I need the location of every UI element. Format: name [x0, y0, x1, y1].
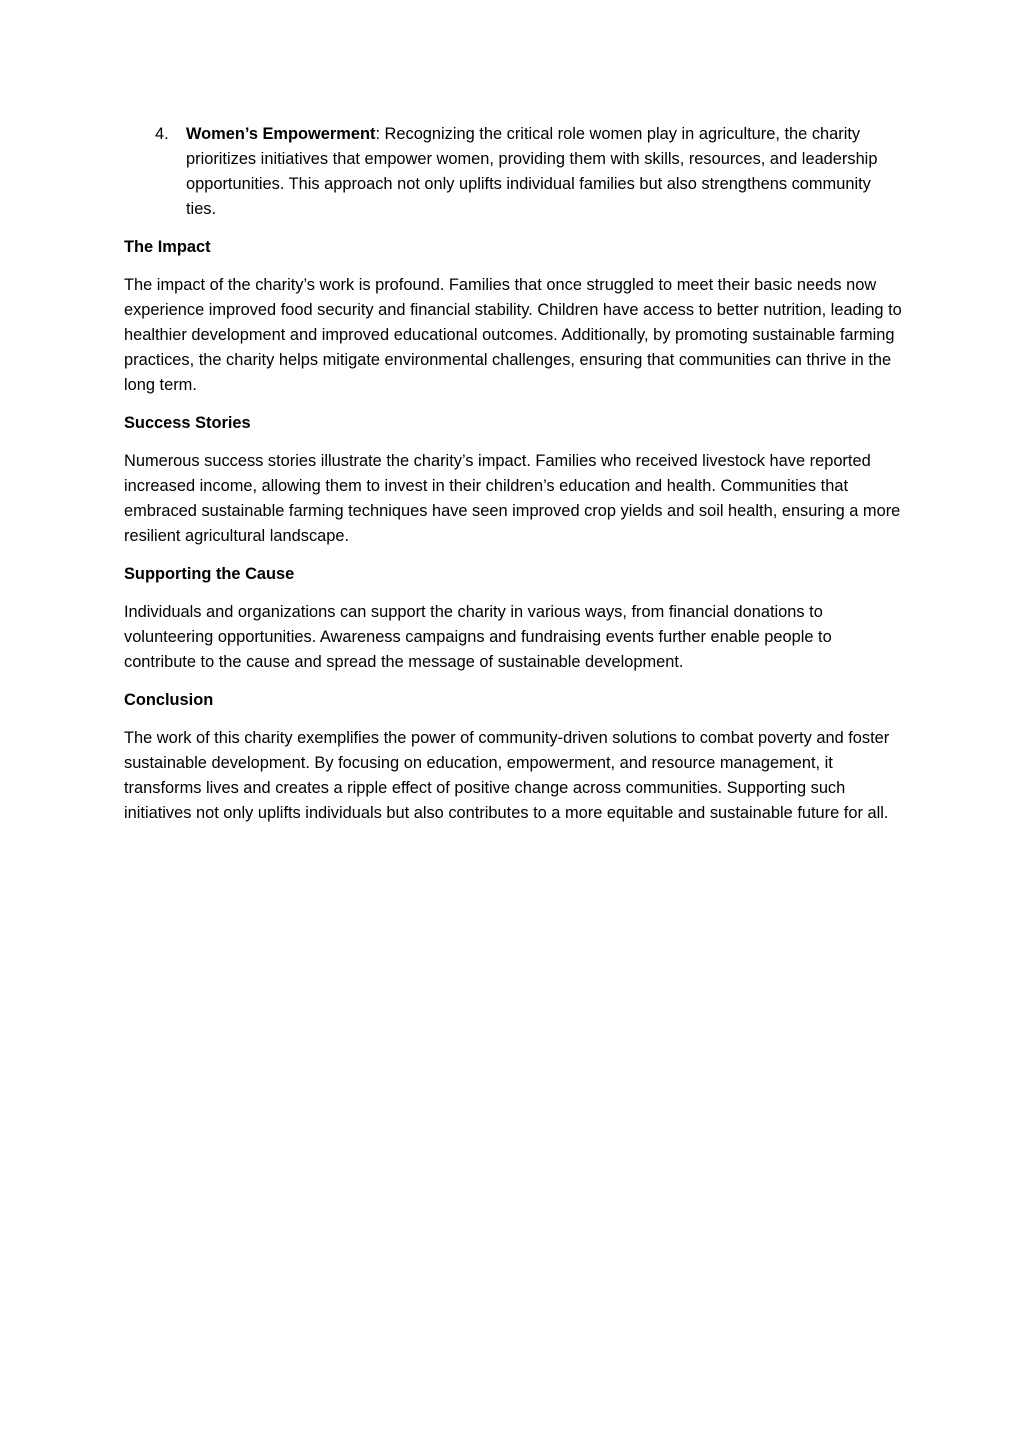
section-heading: Conclusion	[124, 691, 214, 709]
section-success-stories	[124, 411, 904, 549]
section-the-impact	[124, 235, 904, 398]
section-heading: The Impact	[124, 238, 211, 256]
document-content	[124, 122, 904, 839]
section-heading: Supporting the Cause	[124, 565, 295, 583]
section-paragraph: Numerous success stories illustrate the charity’s impact. Families who received livestock have reported increased income, allowing them to invest in their children’s education and health. Communities that embraced sustainable farming techniques have seen improved crop yields and soil health, ensuring a more resilient agricultural landscape.	[124, 452, 901, 545]
section-paragraph: The work of this charity exemplifies the power of community-driven solutions to combat poverty and foster sustainable development. By focusing on education, empowerment, and resource management, it transforms lives and creates a ripple effect of positive change across communities. Supporting such initiatives not only uplifts individuals but also contributes to a more equitable and sustainable future for all.	[124, 729, 890, 822]
numbered-list-item	[124, 122, 904, 222]
list-item-text: : Recognizing the critical role women play in agriculture, the charity prioritizes initiatives that empower women, providing them with skills, resources, and leadership opportunities. This approach not only uplifts individual families but also strengthens community ties.	[186, 125, 878, 218]
list-item-term: Women’s Empowerment	[186, 125, 376, 143]
section-paragraph: Individuals and organizations can support the charity in various ways, from financial donations to volunteering opportunities. Awareness campaigns and fundraising events further enable people to contribute to the cause and spread the message of sustainable development.	[124, 603, 832, 671]
list-item-number: 4.	[155, 125, 169, 143]
section-heading: Success Stories	[124, 414, 251, 432]
section-conclusion	[124, 688, 904, 826]
section-supporting-the-cause	[124, 562, 904, 675]
section-paragraph: The impact of the charity’s work is profound. Families that once struggled to meet their basic needs now experience improved food security and financial stability. Children have access to better nutrition, leading to healthier development and improved educational outcomes. Additionally, by promoting sustainable farming practices, the charity helps mitigate environmental challenges, ensuring that communities can thrive in the long term.	[124, 276, 902, 394]
